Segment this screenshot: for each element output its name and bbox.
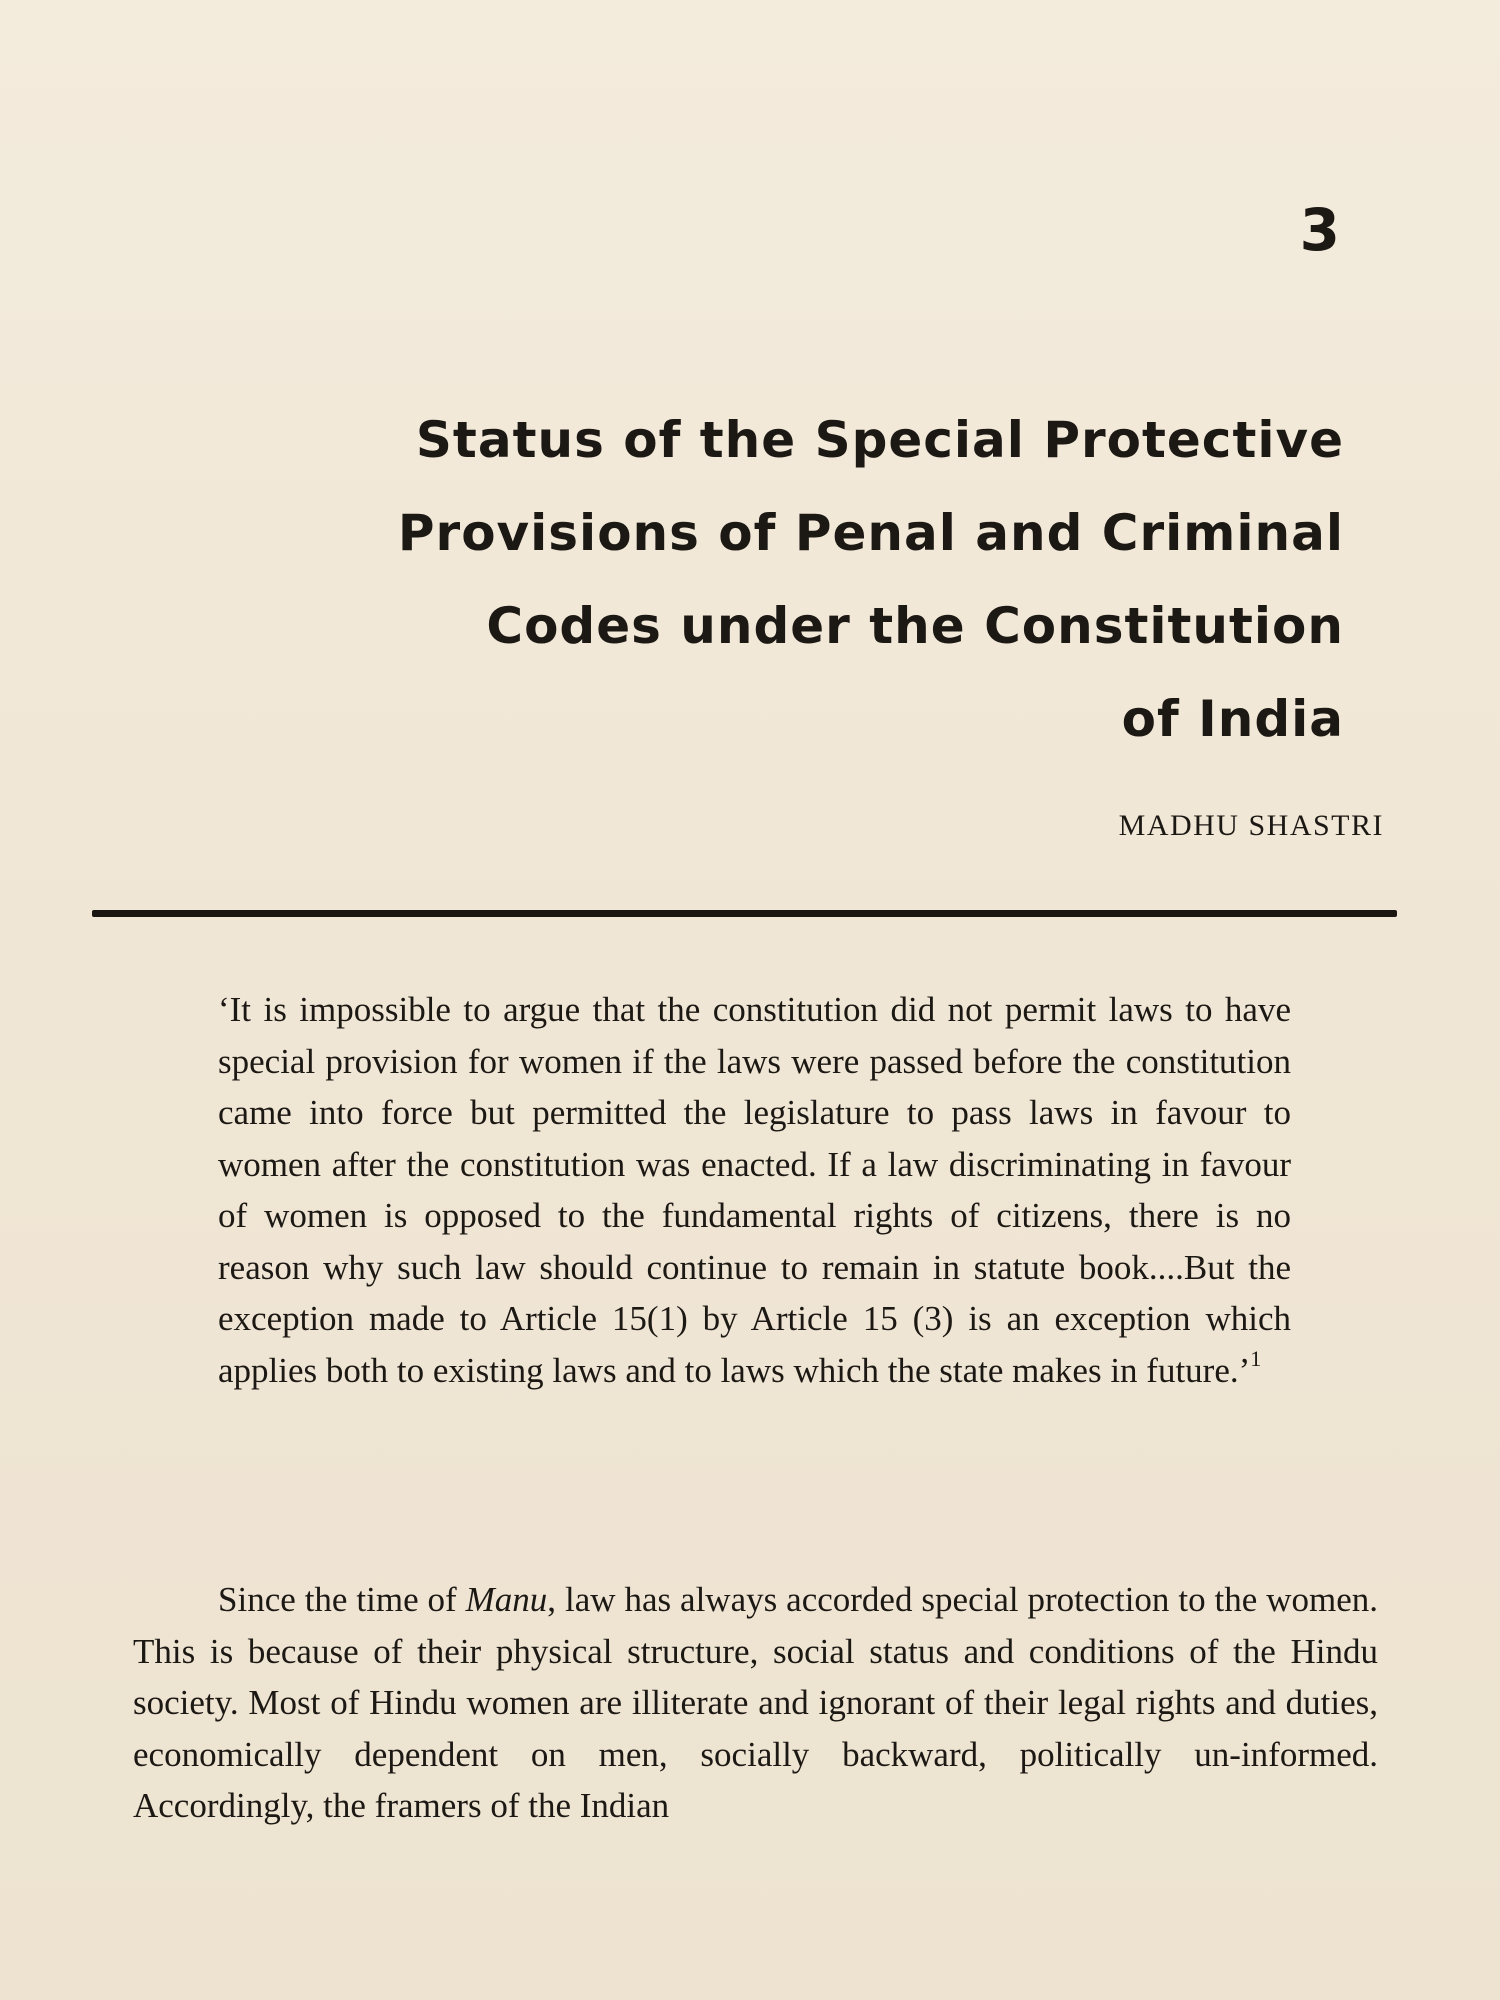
- horizontal-rule: [92, 910, 1397, 917]
- body-paragraph: [133, 1574, 1378, 1832]
- epigraph-quote: [218, 984, 1291, 1396]
- footnote-marker: 1: [1250, 1345, 1262, 1371]
- author-name: MADHU SHASTRI: [1118, 809, 1384, 842]
- chapter-title-line: Codes under the Constitution: [486, 597, 1344, 655]
- body-text: , law has always accorded special protection to the women. This is because of their physical structure, social status and conditions of the Hindu society. Most of Hindu women are illiterate and ignorant of their legal rights and duties, economically dependent on men, socially backward, politically un-informed. Accordingly, the framers of the Indian: [133, 1580, 1378, 1825]
- chapter-title: [300, 394, 1344, 766]
- epigraph-text: ‘It is impossible to argue that the constitution did not permit laws to have special provision for women if the laws were passed before the constitution came into force but permitted the legislature to pass laws in favour to women after the constitution was enacted. If a law discriminating in favour of women is opposed to the fundamental rights of citizens, there is no reason why such law should continue to remain in statute book....But the exception made to Article 15(1) by Article 15 (3) is an exception which applies both to existing laws and to laws which the state makes in future.’: [218, 990, 1291, 1390]
- chapter-title-line: Status of the Special Protective: [415, 411, 1344, 469]
- chapter-title-line: Provisions of Penal and Criminal: [397, 504, 1344, 562]
- chapter-title-line: of India: [1121, 690, 1344, 748]
- chapter-number: 3: [1299, 196, 1340, 264]
- body-lead: Since the time of: [218, 1580, 466, 1619]
- body-italic-term: Manu: [465, 1580, 548, 1619]
